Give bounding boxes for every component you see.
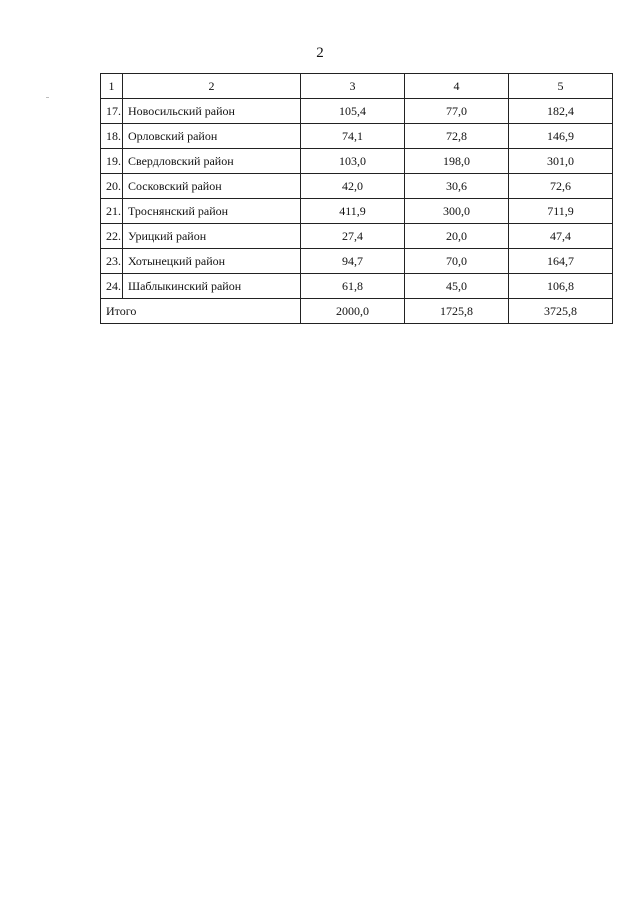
header-cell: 5 [509, 74, 613, 99]
table-row [101, 174, 613, 199]
value-col3: 74,1 [301, 124, 405, 149]
value-col4: 70,0 [405, 249, 509, 274]
value-col5: 182,4 [509, 99, 613, 124]
table-row [101, 199, 613, 224]
table-row [101, 124, 613, 149]
row-number: 20. [101, 174, 123, 199]
district-name: Шаблыкинский район [123, 274, 301, 299]
value-col4: 77,0 [405, 99, 509, 124]
header-cell: 1 [101, 74, 123, 99]
district-name: Сосковский район [123, 174, 301, 199]
value-col5: 711,9 [509, 199, 613, 224]
value-col3: 103,0 [301, 149, 405, 174]
value-col4: 45,0 [405, 274, 509, 299]
value-col4: 20,0 [405, 224, 509, 249]
value-col3: 61,8 [301, 274, 405, 299]
page-number: 2 [316, 45, 324, 61]
row-number: 22. [101, 224, 123, 249]
value-col3: 27,4 [301, 224, 405, 249]
row-number: 24. [101, 274, 123, 299]
value-col5: 164,7 [509, 249, 613, 274]
value-col4: 300,0 [405, 199, 509, 224]
header-cell: 2 [123, 74, 301, 99]
table-header-row [101, 74, 613, 99]
row-number: 21. [101, 199, 123, 224]
total-col3: 2000,0 [301, 299, 405, 324]
row-number: 18. [101, 124, 123, 149]
value-col3: 105,4 [301, 99, 405, 124]
value-col4: 30,6 [405, 174, 509, 199]
table-row [101, 274, 613, 299]
value-col5: 47,4 [509, 224, 613, 249]
total-col4: 1725,8 [405, 299, 509, 324]
total-label: Итого [101, 299, 301, 324]
table-row [101, 224, 613, 249]
row-number: 23. [101, 249, 123, 274]
header-cell: 4 [405, 74, 509, 99]
value-col5: 301,0 [509, 149, 613, 174]
district-name: Троснянский район [123, 199, 301, 224]
value-col3: 411,9 [301, 199, 405, 224]
value-col3: 42,0 [301, 174, 405, 199]
district-name: Орловский район [123, 124, 301, 149]
scan-speck [46, 97, 49, 98]
table-row [101, 249, 613, 274]
table-total-row [101, 299, 613, 324]
value-col3: 94,7 [301, 249, 405, 274]
value-col5: 106,8 [509, 274, 613, 299]
district-name: Свердловский район [123, 149, 301, 174]
table-row [101, 149, 613, 174]
district-name: Новосильский район [123, 99, 301, 124]
value-col5: 146,9 [509, 124, 613, 149]
allocation-table [100, 73, 613, 324]
total-col5: 3725,8 [509, 299, 613, 324]
district-name: Хотынецкий район [123, 249, 301, 274]
district-name: Урицкий район [123, 224, 301, 249]
header-cell: 3 [301, 74, 405, 99]
row-number: 19. [101, 149, 123, 174]
value-col5: 72,6 [509, 174, 613, 199]
row-number: 17. [101, 99, 123, 124]
value-col4: 198,0 [405, 149, 509, 174]
table-row [101, 99, 613, 124]
value-col4: 72,8 [405, 124, 509, 149]
